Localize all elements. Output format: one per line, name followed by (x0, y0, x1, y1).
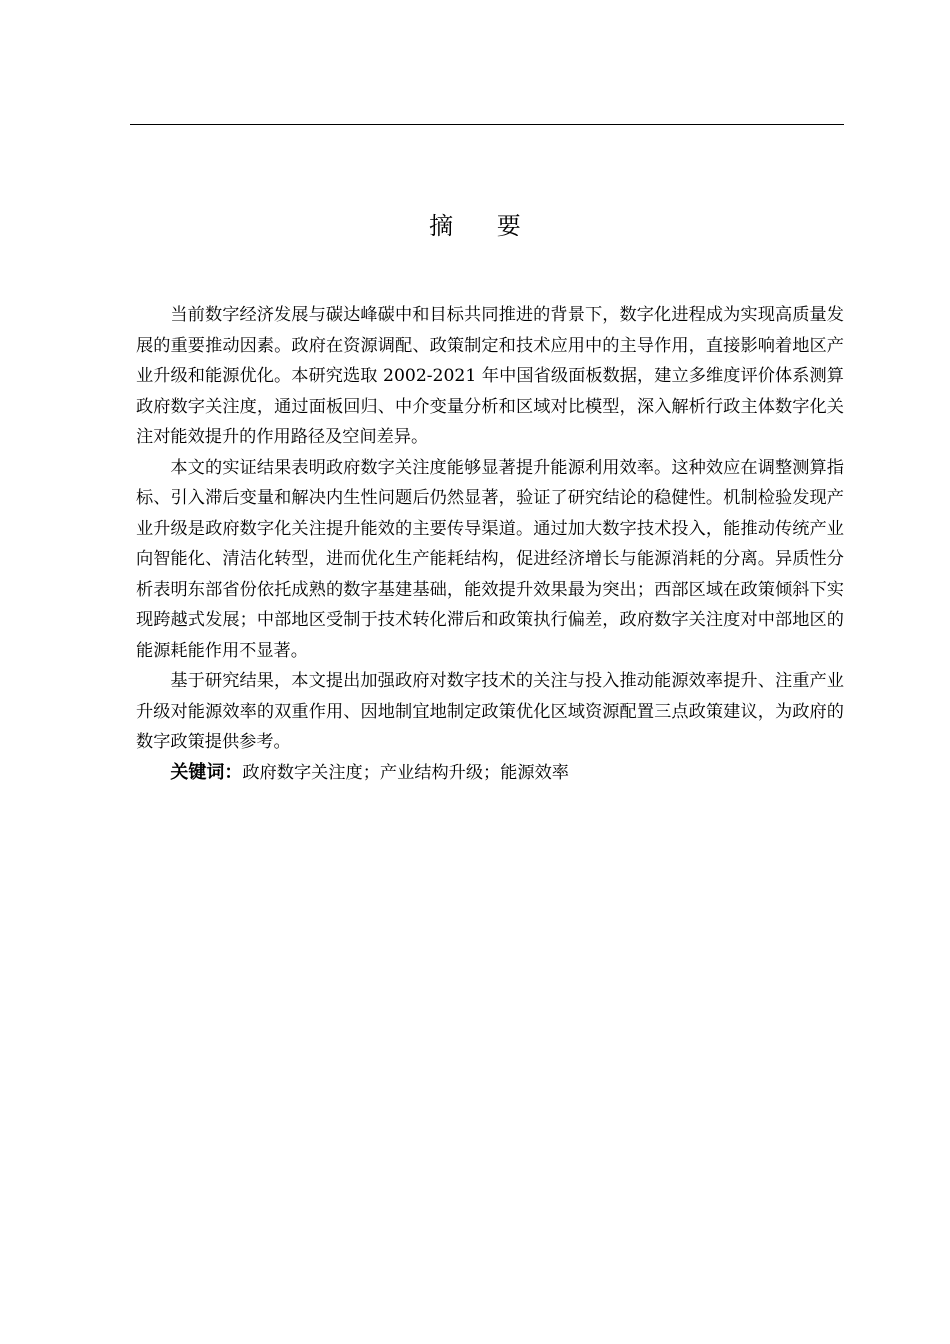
keywords-list: 政府数字关注度；产业结构升级；能源效率 (242, 762, 569, 783)
abstract-paragraph-1: 当前数字经济发展与碳达峰碳中和目标共同推进的背景下，数字化进程成为实现高质量发展的重要推动因素。政府在资源调配、政策制定和技术应用中的主导作用，直接影响着地区产业升级和能源优化。本研究选取 2002-2021 年中国省级面板数据，建立多维度评价体系测算政府数字关注度，通过面板回归、中介变量分析和区域对比模型，深入解析行政主体数字化关注对能效提升的作用路径及空间差异。 (136, 305, 844, 447)
abstract-paragraph-2: 本文的实证结果表明政府数字关注度能够显著提升能源利用效率。这种效应在调整测算指标、引入滞后变量和解决内生性问题后仍然显著，验证了研究结论的稳健性。机制检验发现产业升级是政府数字化关注提升能效的主要传导渠道。通过加大数字技术投入，能推动传统产业向智能化、清洁化转型，进而优化生产能耗结构，促进经济增长与能源消耗的分离。异质性分析表明东部省份依托成熟的数字基建基础，能效提升效果最为突出；西部区域在政策倾斜下实现跨越式发展；中部地区受制于技术转化滞后和政策执行偏差，政府数字关注度对中部地区的能源耗能作用不显著。 (136, 457, 844, 661)
abstract-paragraph-3: 基于研究结果，本文提出加强政府对数字技术的关注与投入推动能源效率提升、注重产业升级对能源效率的双重作用、因地制宜地制定政策优化区域资源配置三点政策建议，为政府的数字政策提供参考。 (136, 671, 844, 752)
abstract-title: 摘 要 (429, 212, 539, 240)
keywords-label: 关键词： (170, 761, 243, 783)
keywords-line (136, 758, 844, 789)
abstract-body (136, 300, 844, 788)
header-rule (130, 124, 844, 125)
